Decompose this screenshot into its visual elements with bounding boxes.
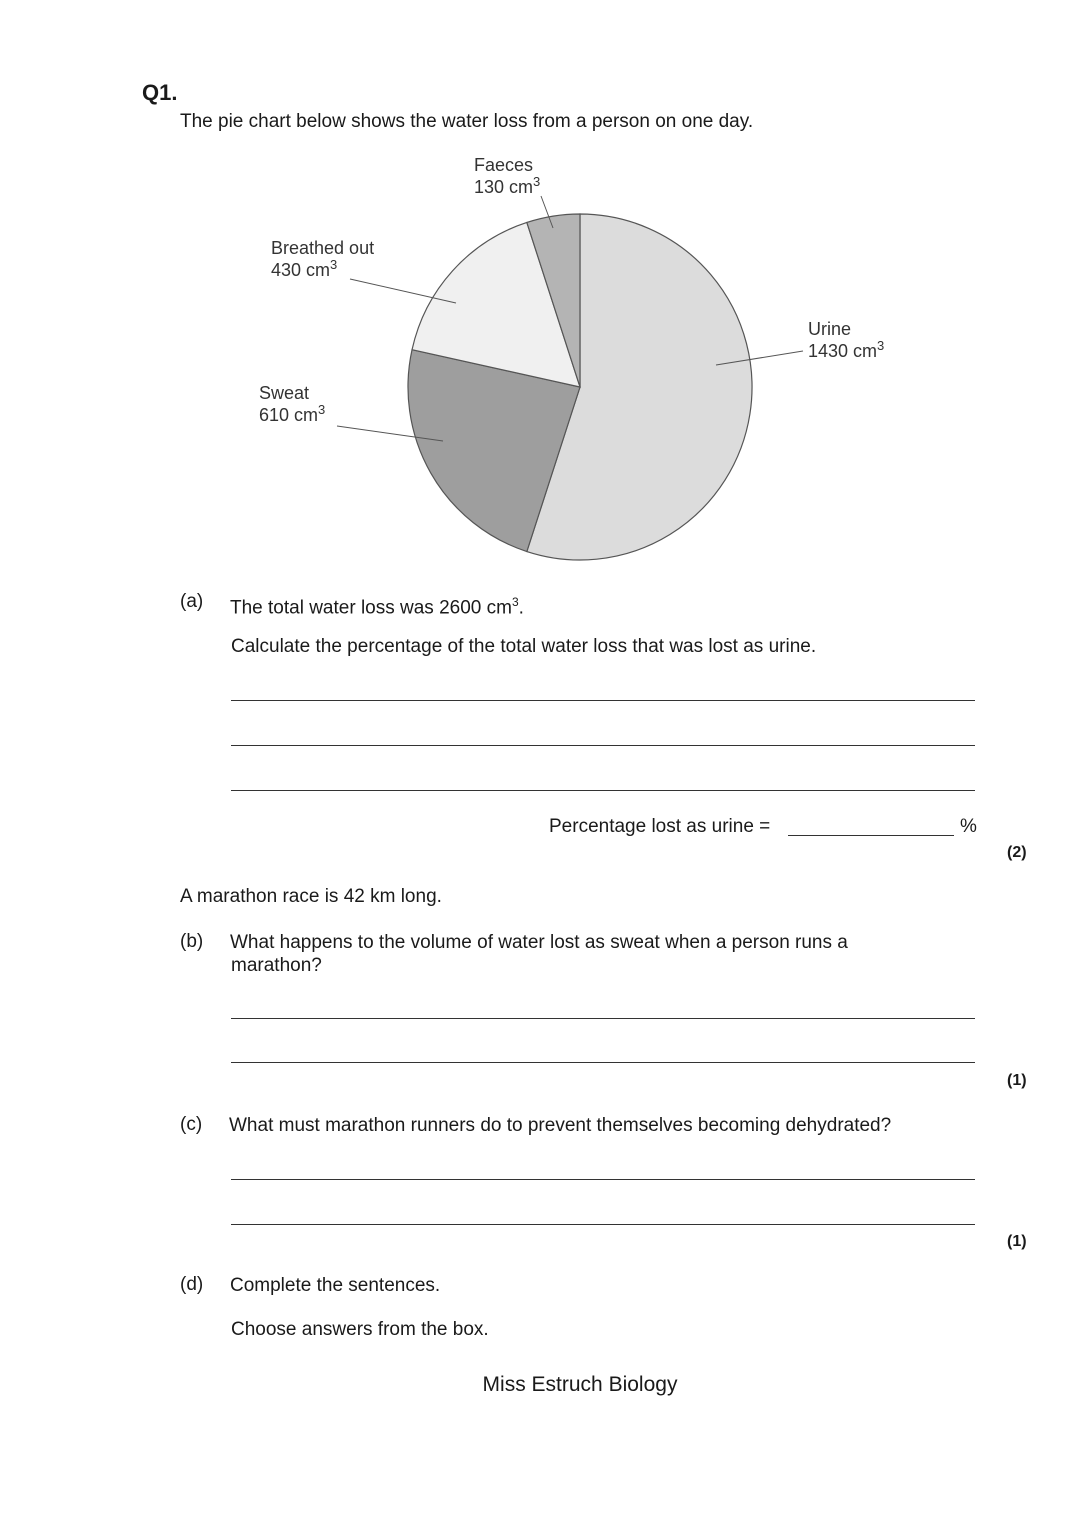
part-b-text-line-2: marathon?: [231, 955, 322, 976]
part-a-letter: (a): [180, 591, 204, 612]
question-intro: The pie chart below shows the water loss from a person on one day.: [180, 111, 754, 132]
part-d-letter: (d): [180, 1274, 204, 1295]
slice-value-faeces: 130 $cm^3$: [474, 174, 541, 197]
answer-line-c-2[interactable]: [231, 1224, 975, 1225]
answer-line-a-1[interactable]: [231, 700, 975, 701]
part-b-text-line-1: What happens to the volume of water lost as sweat when a person runs a: [230, 932, 848, 953]
slice-value-breathed-out: 430 $cm^3$: [271, 257, 338, 280]
answer-line-c-1[interactable]: [231, 1179, 975, 1180]
slice-label-urine: Urine: [808, 319, 852, 339]
slice-value-sweat: 610 $cm^3$: [259, 402, 326, 425]
part-b-letter: (b): [180, 931, 204, 952]
percentage-answer-label: Percentage lost as urine =: [549, 816, 771, 837]
pie-slices: [408, 214, 752, 560]
answer-line-b-2[interactable]: [231, 1062, 975, 1063]
question-number: Q1.: [142, 80, 178, 105]
slice-value-urine: 1430 $cm^3$: [808, 338, 885, 361]
answer-line-a-2[interactable]: [231, 745, 975, 746]
slice-label-faeces: Faeces: [474, 155, 534, 175]
slice-label-sweat: Sweat: [259, 383, 310, 403]
part-c-letter: (c): [180, 1114, 203, 1135]
marks-part-c: (1): [1007, 1233, 1027, 1250]
part-d-text-1: Complete the sentences.: [230, 1275, 441, 1296]
part-a-text-1: The total water loss was 2600 $cm^3$.: [230, 595, 524, 619]
percentage-answer-line[interactable]: [788, 835, 954, 836]
marks-part-a: (2): [1007, 844, 1027, 861]
part-d-text-2: Choose answers from the box.: [231, 1319, 489, 1340]
footer-author: Miss Estruch Biology: [482, 1373, 678, 1396]
answer-line-b-1[interactable]: [231, 1018, 975, 1019]
slice-label-breathed-out: Breathed out: [271, 238, 375, 258]
water-loss-pie-chart: [0, 0, 1080, 600]
marks-part-b: (1): [1007, 1072, 1027, 1089]
marathon-statement: A marathon race is 42 km long.: [180, 886, 442, 907]
answer-line-a-3[interactable]: [231, 790, 975, 791]
percentage-unit: %: [960, 816, 977, 837]
part-c-text: What must marathon runners do to prevent themselves becoming dehydrated?: [229, 1115, 892, 1136]
part-a-text-2: Calculate the percentage of the total water loss that was lost as urine.: [231, 636, 817, 657]
